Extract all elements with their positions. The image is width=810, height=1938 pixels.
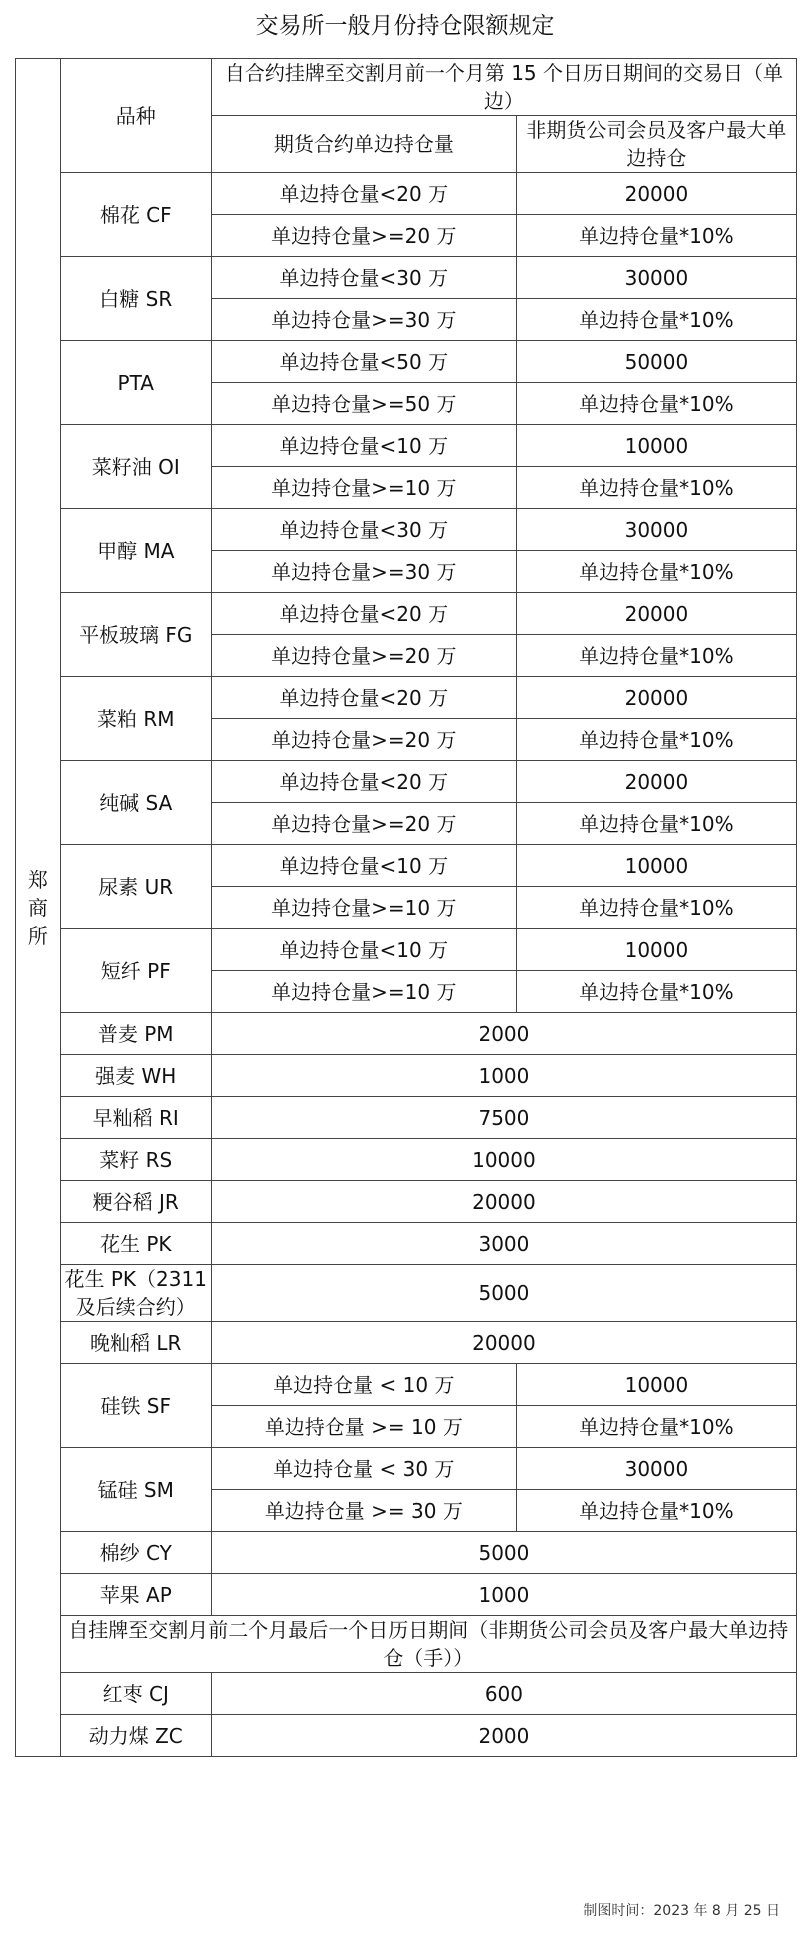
position-limit-value: 20000 [516, 677, 796, 719]
position-limit-value: 单边持仓量*10% [516, 467, 796, 509]
position-limit-value: 20000 [516, 173, 796, 215]
table-row [16, 1448, 797, 1490]
position-limit-value: 单边持仓量*10% [516, 551, 796, 593]
position-limit-value: 单边持仓量*10% [516, 971, 796, 1013]
position-limit-value: 10000 [516, 1364, 796, 1406]
position-condition: 单边持仓量>=20 万 [211, 215, 516, 257]
section2-header: 自挂牌至交割月前二个月最后一个日历日期间（非期货公司会员及客户最大单边持仓（手）） [60, 1616, 796, 1673]
table-row [16, 173, 797, 215]
position-condition: 单边持仓量>=20 万 [211, 719, 516, 761]
position-limit-value: 10000 [516, 425, 796, 467]
position-condition: 单边持仓量>=10 万 [211, 467, 516, 509]
position-condition: 单边持仓量<20 万 [211, 593, 516, 635]
table-row [16, 677, 797, 719]
table-row [16, 1715, 797, 1757]
position-limit-value: 5000 [211, 1532, 796, 1574]
table-row [16, 1055, 797, 1097]
position-condition: 单边持仓量<20 万 [211, 761, 516, 803]
variety-name: 晚籼稻 LR [60, 1322, 211, 1364]
position-condition: 单边持仓量 >= 30 万 [211, 1490, 516, 1532]
position-condition: 单边持仓量>=20 万 [211, 635, 516, 677]
position-limit-value: 10000 [516, 845, 796, 887]
variety-name: 早籼稻 RI [60, 1097, 211, 1139]
variety-name: 苹果 AP [60, 1574, 211, 1616]
header-row [16, 59, 797, 116]
position-limit-value: 20000 [516, 761, 796, 803]
position-limit-value: 30000 [516, 509, 796, 551]
variety-name: 粳谷稻 JR [60, 1181, 211, 1223]
position-condition: 单边持仓量>=10 万 [211, 971, 516, 1013]
position-limit-value: 20000 [211, 1322, 796, 1364]
variety-name: 甲醇 MA [60, 509, 211, 593]
position-condition: 单边持仓量>=30 万 [211, 551, 516, 593]
variety-name: 菜粕 RM [60, 677, 211, 761]
position-column-header: 期货合约单边持仓量 [211, 116, 516, 173]
position-limit-value: 2000 [211, 1013, 796, 1055]
position-limit-value: 30000 [516, 257, 796, 299]
position-condition: 单边持仓量<30 万 [211, 509, 516, 551]
position-limit-value: 单边持仓量*10% [516, 1406, 796, 1448]
position-condition: 单边持仓量>=50 万 [211, 383, 516, 425]
table-row [16, 425, 797, 467]
table-row [16, 1322, 797, 1364]
variety-name: 纯碱 SA [60, 761, 211, 845]
variety-name: PTA [60, 341, 211, 425]
position-limit-value: 单边持仓量*10% [516, 215, 796, 257]
position-limit-value: 1000 [211, 1574, 796, 1616]
table-row [16, 761, 797, 803]
position-limit-value: 10000 [211, 1139, 796, 1181]
variety-name: 菜籽 RS [60, 1139, 211, 1181]
variety-name: 短纤 PF [60, 929, 211, 1013]
position-condition: 单边持仓量>=30 万 [211, 299, 516, 341]
section-header-row [16, 1616, 797, 1673]
table-row [16, 1139, 797, 1181]
position-condition: 单边持仓量<10 万 [211, 425, 516, 467]
variety-name: 红枣 CJ [60, 1673, 211, 1715]
footer-note: 制图时间：2023 年 8 月 25 日 [583, 1903, 780, 1919]
variety-name: 白糖 SR [60, 257, 211, 341]
limit-column-header: 非期货公司会员及客户最大单边持仓 [516, 116, 796, 173]
variety-name: 动力煤 ZC [60, 1715, 211, 1757]
variety-name: 强麦 WH [60, 1055, 211, 1097]
variety-header: 品种 [60, 59, 211, 173]
table-row [16, 1265, 797, 1322]
position-limit-value: 单边持仓量*10% [516, 299, 796, 341]
position-condition: 单边持仓量>=20 万 [211, 803, 516, 845]
position-condition: 单边持仓量<50 万 [211, 341, 516, 383]
variety-name: 棉纱 CY [60, 1532, 211, 1574]
position-limit-value: 30000 [516, 1448, 796, 1490]
variety-name: 菜籽油 OI [60, 425, 211, 509]
table-row [16, 341, 797, 383]
variety-name: 尿素 UR [60, 845, 211, 929]
position-limit-value: 20000 [211, 1181, 796, 1223]
position-limit-value: 7500 [211, 1097, 796, 1139]
variety-name: 锰硅 SM [60, 1448, 211, 1532]
table-row [16, 593, 797, 635]
table-row [16, 1673, 797, 1715]
variety-name: 平板玻璃 FG [60, 593, 211, 677]
position-limit-value: 2000 [211, 1715, 796, 1757]
table-row [16, 1223, 797, 1265]
position-condition: 单边持仓量<10 万 [211, 929, 516, 971]
position-condition: 单边持仓量<20 万 [211, 677, 516, 719]
table-row [16, 1574, 797, 1616]
position-condition: 单边持仓量<10 万 [211, 845, 516, 887]
position-limit-value: 单边持仓量*10% [516, 635, 796, 677]
variety-name: 花生 PK（2311 及后续合约） [60, 1265, 211, 1322]
table-row [16, 845, 797, 887]
position-limit-value: 单边持仓量*10% [516, 719, 796, 761]
position-condition: 单边持仓量>=10 万 [211, 887, 516, 929]
position-limit-value: 单边持仓量*10% [516, 1490, 796, 1532]
table-row [16, 1364, 797, 1406]
page-title: 交易所一般月份持仓限额规定 [255, 13, 555, 39]
table-row [16, 929, 797, 971]
position-condition: 单边持仓量 >= 10 万 [211, 1406, 516, 1448]
position-limit-value: 1000 [211, 1055, 796, 1097]
position-limit-value: 单边持仓量*10% [516, 887, 796, 929]
position-condition: 单边持仓量<30 万 [211, 257, 516, 299]
table-row [16, 509, 797, 551]
table-row [16, 257, 797, 299]
position-limit-value: 50000 [516, 341, 796, 383]
position-limit-value: 3000 [211, 1223, 796, 1265]
variety-name: 普麦 PM [60, 1013, 211, 1055]
table-row [16, 1013, 797, 1055]
table-row [16, 1532, 797, 1574]
position-condition: 单边持仓量 < 10 万 [211, 1364, 516, 1406]
position-condition: 单边持仓量 < 30 万 [211, 1448, 516, 1490]
position-limit-value: 单边持仓量*10% [516, 803, 796, 845]
variety-name: 棉花 CF [60, 173, 211, 257]
position-limit-table [15, 58, 797, 1757]
position-limit-value: 单边持仓量*10% [516, 383, 796, 425]
variety-name: 硅铁 SF [60, 1364, 211, 1448]
position-limit-value: 600 [211, 1673, 796, 1715]
table-row [16, 1097, 797, 1139]
period-header: 自合约挂牌至交割月前一个月第 15 个日历日期间的交易日（单边） [211, 59, 796, 116]
position-limit-value: 5000 [211, 1265, 796, 1322]
variety-name: 花生 PK [60, 1223, 211, 1265]
position-limit-value: 20000 [516, 593, 796, 635]
exchange-cell: 郑商所 [16, 59, 61, 1757]
table-row [16, 1181, 797, 1223]
position-condition: 单边持仓量<20 万 [211, 173, 516, 215]
position-limit-value: 10000 [516, 929, 796, 971]
